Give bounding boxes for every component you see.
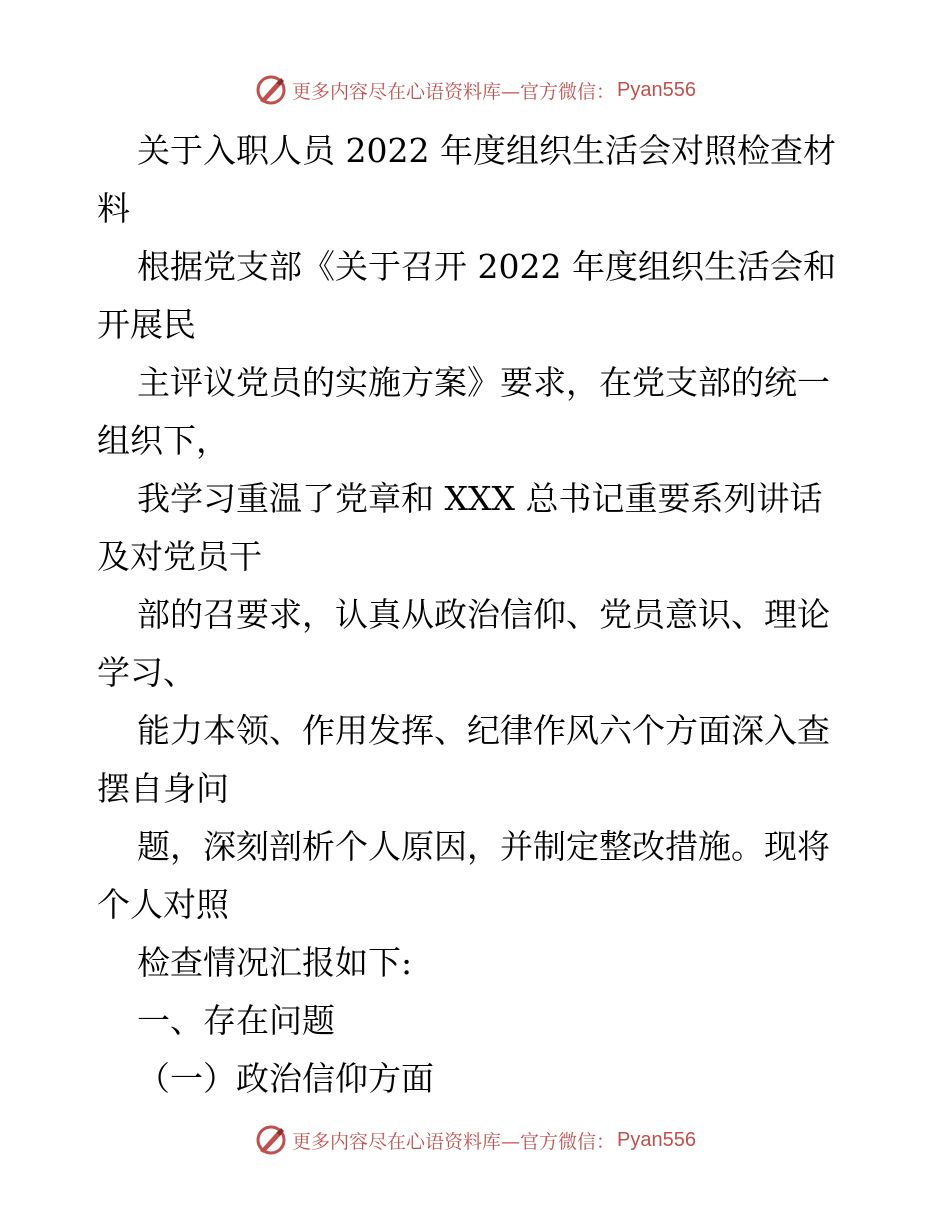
text-line: 组织下，	[97, 421, 229, 460]
text-line: 检查情况汇报如下:	[137, 943, 413, 982]
text-line: 关于入职人员 2022 年度组织生活会对照检查材	[137, 131, 836, 170]
text-line: 摆自身问	[97, 769, 229, 808]
text-line: 主评议党员的实施方案》要求，在党支部的统一	[137, 363, 830, 402]
watermark-banner-bottom	[0, 1120, 950, 1160]
text-line: 题，深刻剖析个人原因，并制定整改措施。现将	[137, 827, 830, 866]
text-line: 开展民	[97, 305, 196, 344]
text-line: 个人对照	[97, 885, 229, 924]
text-line: 能力本领、作用发挥、纪律作风六个方面深入查	[137, 711, 830, 750]
watermark-wechat-id: Pyan556	[617, 78, 696, 101]
text-line: 料	[97, 189, 130, 228]
document-body	[97, 122, 857, 1108]
watermark-wechat-id: Pyan556	[617, 1128, 696, 1151]
text-line: 学习、	[97, 653, 196, 692]
watermark-text: 更多内容尽在心语资料库—官方微信：	[292, 1130, 616, 1153]
watermark-banner-top	[0, 70, 950, 110]
text-line: 及对党员干	[97, 537, 262, 576]
text-line: 我学习重温了党章和 XXX 总书记重要系列讲话	[137, 479, 823, 518]
subsection-heading: （一）政治信仰方面	[137, 1059, 434, 1098]
pen-logo-icon	[254, 1123, 288, 1157]
text-line: 根据党支部《关于召开 2022 年度组织生活会和	[137, 247, 836, 286]
section-heading: 一、存在问题	[137, 1001, 335, 1040]
watermark-text: 更多内容尽在心语资料库—官方微信：	[292, 80, 616, 103]
text-line: 部的召要求，认真从政治信仰、党员意识、理论	[137, 595, 830, 634]
pen-logo-icon	[254, 73, 288, 107]
